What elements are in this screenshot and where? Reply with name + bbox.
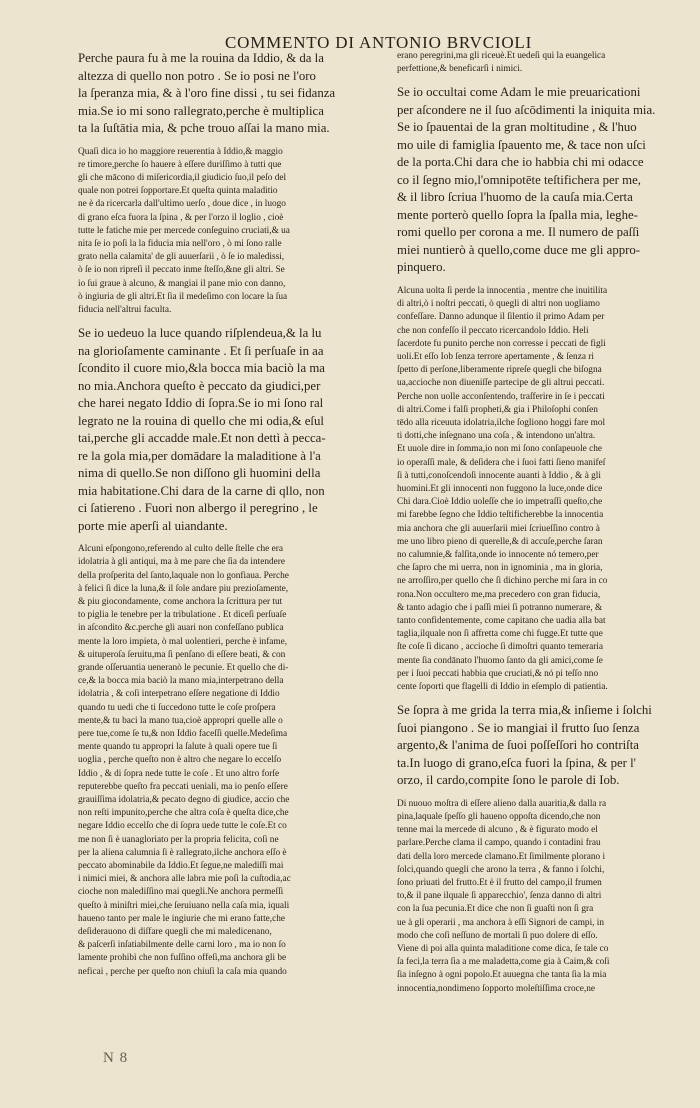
text-line: rona.Non occultero me,ma precedero con gran fiducia, <box>397 589 601 600</box>
text-line: miei nuntierò à quello,come duce me gli appro- <box>397 242 641 257</box>
text-line: per aſcondere ne il ſuo aſcōdimenti la iniquita mia. <box>397 102 656 117</box>
text-line: con la ſua pecunia.Et dice che non ſi guaſti non ſi gra <box>397 904 594 915</box>
text-line: che non confeſſo il peccato ricercandolo Iddio. Heli <box>397 325 589 336</box>
text-line: per la aliena calumnia ſi è rallegrato,ilche anchora eſſo è <box>78 847 287 858</box>
text-line: perfettione,& beneficarſi i nimici. <box>397 64 523 75</box>
text-line: taglia,ilquale non ſi affretta come chi fugge.Et tutte que <box>397 629 603 640</box>
text-line: io ſui graue à alcuno, & mangiai il pane mio con danno, <box>78 278 286 289</box>
text-line: i nimici miei, & anchora alle labra mie poſi la cuſtodia,ac <box>78 874 291 885</box>
right-column <box>397 50 691 996</box>
text-line: legrato ne la rouina di quello che mi odia,& eſul <box>78 413 324 428</box>
text-line: mente,& tu baci la mano tua,cioè appropri quelle alle o <box>78 715 283 726</box>
text-line: de la porta.Chi dara che io habbia chi mi odacce <box>397 155 644 170</box>
text-line: non reſti impunito,perche che altra coſa è queſta dice,che <box>78 808 289 819</box>
text-line: quando tu uedi che ti ſuccedono tutte le coſe proſpera <box>78 702 276 713</box>
scripture-passage <box>397 84 691 277</box>
text-line: mente porterò quello ſopra la ſpalla mia, leghe- <box>397 207 638 222</box>
text-line: ta la ſuſtātia mia, & pche trouo aſſai la mano mia. <box>78 121 330 135</box>
text-line: tenne mai la mercede di alcuno , & è figurato modo el <box>397 825 598 836</box>
text-line: romi quello per corona a me. Il numero de paſſi <box>397 225 640 240</box>
text-line: lamente prohibì che non fuſſino offeſi,ma anchora gli be <box>78 953 287 964</box>
text-line: modo che coſi neſſuno de mortali ſi puo dolere di eſſo. <box>397 930 598 941</box>
text-line: to,& il pane ilquale ſi apparecchio', ſenza danno di altri <box>397 891 602 902</box>
text-line: re timore,perche ſo hauere à eſſere duriſſimo à tutti que <box>78 159 282 170</box>
text-line: della proſperita del ſanto,laquale non lo gonfiaua. Perche <box>78 570 289 581</box>
text-line: quale non potrei ſopportare.Et queſta quinta maladitio <box>78 186 278 197</box>
text-line: re la gola mia,per domādare la maladitione à l'a <box>78 448 321 463</box>
text-line: peccato abominabile da Iddio.Et ſegue,ne malediſſi mai <box>78 861 284 872</box>
text-line: Se io uedeuo la luce quando riſplendeua,& la lu <box>78 326 322 341</box>
text-line: ſacerdote fu punito perche non corresse i peccati de figli <box>397 338 606 349</box>
text-line: me non ſi è uanagloriato per la propria felicita, coſi ne <box>78 834 279 845</box>
text-line: in aſcondito &c.perche gli auari non confeſſano publica <box>78 623 284 634</box>
text-line: neficai , perche per queſto non chiuſi la caſa mia quando <box>78 966 287 977</box>
text-line: Perche paura fu à me la rouina da Iddio, & da la <box>78 51 324 65</box>
text-line: ne arroſſiro,per quello che ſi dichino perche mi ſara in co <box>397 576 608 587</box>
text-line: parlare.Perche clama il campo, quando i contadini frau <box>397 838 601 849</box>
text-line: di altri,ò i noſtri peccati, ò quegli di altri non uogliamo <box>397 299 600 310</box>
text-line: no calumnie,& falſita,onde io innocente nó temero,per <box>397 549 599 560</box>
text-line: che harei negato Iddio di ſopra.Se io mi ſono ral <box>78 396 324 411</box>
text-line: io operaſſi male, & deſidera che i ſuoi fatti ſieno manifeſ <box>397 457 606 468</box>
text-line: orzo, il cardo,compite ſono le parole di Iob. <box>397 773 620 788</box>
text-line: na glorioſamente caminante . Et ſi perſuaſe in aa <box>78 343 324 358</box>
text-line: & tanto adagio che i paſſi miei ſi potranno numerare, & <box>397 602 603 613</box>
running-header: COMMENTO DI ANTONIO BRVCIOLI <box>225 33 533 52</box>
text-line: Se io ſpauentai de la gran moltitudine , & l'huo <box>397 120 637 135</box>
text-line: ò ſe io non ripreſi il peccato inme ſteſſo,&ne gli altri. Se <box>78 265 285 276</box>
scripture-passage <box>78 325 390 535</box>
text-line: ua,accioche non diueniſſe partecipe de gli altrui peccati. <box>397 378 605 389</box>
text-line: di grano eſca fuora la ſpina , & per l'orzo il loglio , cioè <box>78 212 284 223</box>
text-line: à felici ſi dice la luna,& il ſole andare piu prezioſamente, <box>78 583 289 594</box>
text-line: ſia inſegno à ogni popolo.Et auuegna che tanta ſia la mia <box>397 970 607 981</box>
text-line: grato nella calamita' de gli auuerſarii , ò ſe io maledissi, <box>78 252 285 263</box>
text-line: & il libro ſcriua l'huomo de la cauſa mia.Certa <box>397 190 633 205</box>
text-line: & piu giocondamente, come anchora la ſcrittura per tut <box>78 596 283 607</box>
text-line: cioche non malediſſino mai quegli.Ne anchora permeſſi <box>78 887 284 898</box>
text-line: ce,& la bocca mia baciò la mano mia,interpetrano della <box>78 676 284 687</box>
text-line: confeſſare. Danno adunque il ſilentio il primo Adam per <box>397 312 605 323</box>
text-line: tēdo alla riceuuta idolatria,ilche ſogliono hoggi fare mol <box>397 417 606 428</box>
text-line: tai,perche gli accadde male.Et non dettì à pecca- <box>78 431 326 446</box>
text-line: no mia.Anchora queſto è peccato da giudici,per <box>78 378 321 393</box>
text-line: mi farebbe ſegno che Iddio teſtificherebbe la innocentia <box>397 510 604 521</box>
text-line: reputerebbe queſto fra peccati ueniali, ma io penſo eſſere <box>78 781 288 792</box>
commentary-paragraph <box>397 285 691 694</box>
text-line: gli che mācono di miſericordia,il giudicio ſuo,il peſo del <box>78 172 287 183</box>
text-line: mo uile di famiglia ſpauento me, & tace non uſci <box>397 137 646 152</box>
text-line: & uituperoſa ſeruitu,ma ſi penſano di eſſere beati, & con <box>78 649 286 660</box>
text-line: ſono priuati del frutto.Et è il frutto del campo,il frumen <box>397 877 602 888</box>
text-line: me uno libro pieno di querelle,& di accuſe,perche ſaran <box>397 536 603 547</box>
text-line: ti dotti,che inſegnano una coſa , & intendono un'altra. <box>397 431 596 442</box>
text-line: nima di quello.Se non diſſono gli huomini della <box>78 466 321 481</box>
text-line: Iddio , & di ſopra nede tutte le coſe . Et uno altro forſe <box>78 768 280 779</box>
text-line: fiducia nell'altrui faculta. <box>78 304 172 315</box>
text-line: co il ſegno mio,l'omnipotēte teſtifichera per me, <box>397 172 641 187</box>
text-line: la ſperanza mia, & à l'oro fine dissi , tu sei fidanza <box>78 86 336 100</box>
text-line: to piglia le tenebre per la tribulatione . Et diceſi perſuaſe <box>78 610 287 621</box>
text-line: mente quando tu appropri la ſalute à quali opere tue ſi <box>78 742 278 753</box>
text-line: nita ſe io poſi la la fiducia mia nell'oro , ò mi ſono ralle <box>78 238 282 249</box>
commentary-paragraph <box>397 798 691 996</box>
text-line: ſuoi piangono . Se io mangiai il frutto ſuo ſenza <box>397 720 640 735</box>
text-line: mia habitatione.Chi dara de la carne di qllo, non <box>78 483 325 498</box>
text-line: uoli.Et eſſo Iob ſenza terrore apertamente , & ſenza ri <box>397 351 594 362</box>
text-line: ue à gli operarii , ma anchora à eſſi Signori de campi, in <box>397 917 605 928</box>
text-line: ſpetto di perſone,liberamente ripreſe quegli che biſogna <box>397 365 602 376</box>
commentary-paragraph <box>78 146 390 318</box>
text-line: Se ſopra à me grida la terra mia,& inſieme i ſolchi <box>397 703 652 718</box>
commentary-paragraph <box>78 543 390 979</box>
text-line: ſi à tutti,conoſcendoſi innocente auanti à Iddio , & à gli <box>397 470 601 481</box>
text-line: dati della loro mercede clamano.Et ſimilmente plorano i <box>397 851 606 862</box>
text-line: huomini.Et gli innocenti non fuggono la luce,onde dice <box>397 483 603 494</box>
text-line: ci ſatiereno . Fuori non albergo il peregrino , le <box>78 501 318 516</box>
text-line: mia.Se io mi sono rallegrato,perche è multiplica <box>78 103 324 118</box>
text-line: mente ſia condānato l'huomo ſanto da gli amici,come ſe <box>397 655 603 666</box>
text-line: & paſcerſi inſatiabilmente delle carni loro , ma io non ſo <box>78 940 286 951</box>
text-line: queſto à miniſtri miei,che ſeruiuano nella caſa mia, iquali <box>78 900 290 911</box>
text-line: idolatria à gli antiqui, ma à me pare che ſia da intendere <box>78 557 286 568</box>
text-line: ta.In luogo di grano,eſca fuori la ſpina, & per l' <box>397 755 636 770</box>
text-line: pinquero. <box>397 260 446 275</box>
text-line: di altri.Come i falſi propheti,& gia i Philoſophi conſen <box>397 404 598 415</box>
text-line: ſa feci,la terra ſia a me maladetta,come gia à Caim,& coſi <box>397 957 610 968</box>
left-column <box>78 50 390 979</box>
text-line: Viene di poi alla quinta maladitione come dica, ſe tale co <box>397 943 609 954</box>
text-line: ò ingiuria de gli altri.Et ſia il medeſimo con locare la ſua <box>78 291 288 302</box>
text-line: per i ſuoi peccati habbia que cruciati,& nó pi teſſo nno <box>397 668 599 679</box>
text-line: mia anchora che gli auuerſarii miei ſcriueſſino contro à <box>397 523 600 534</box>
text-line: porte mie aperſi al uiandante. <box>78 518 228 533</box>
text-line: tanto confidentemente, come capitano che uadia alla bat <box>397 615 606 626</box>
text-line: altezza di quello non potro . Se io posi ne l'oro <box>78 68 316 83</box>
folio-mark: N 8 <box>103 1050 129 1066</box>
scripture-passage <box>78 50 390 138</box>
text-line: Alcuna uolta ſi perde la innocentia , mentre che inuitilita <box>397 285 608 296</box>
text-line: mente la loro impieta, ò mal uolentieri, perche è infame, <box>78 636 288 647</box>
text-line: Perche non uolle acconſentendo, traſferire in ſe i peccati <box>397 391 605 402</box>
text-line: idolatria , & coſi interpetrano eſſere negatione di Iddio <box>78 689 280 700</box>
text-line: ſte coſe ſi dicano , accioche ſi dimoſtri quanto temeraria <box>397 642 603 653</box>
text-line: ne è da ricercarla dall'ultimo uerſo , doue dice , in luogo <box>78 199 286 210</box>
text-line: tutte le fatiche mie per mercede conſeguino cruciati,& ua <box>78 225 290 236</box>
text-line: argento,& l'anima de ſuoi poſſeſſori ho contriſta <box>397 738 639 753</box>
text-line: haueno tanto per male le ingiurie che mi erano fatte,che <box>78 913 286 924</box>
text-line: Chi dara.Cioè Iddio uoleſſe che io impetraſſi queſto,che <box>397 497 603 508</box>
text-line: erano peregrini,ma gli riceuè.Et uedeſi qui la euangelica <box>397 51 606 61</box>
text-line: Di nuouo moſtra di eſſere alieno dalla auaritia,& dalla ra <box>397 798 607 809</box>
text-line: Alcuni eſpongono,referendo al culto delle ſtelle che era <box>78 544 283 555</box>
text-line: grauiſſima idolatria,& pecato degno di giudice, accio che <box>78 795 290 805</box>
text-line: Se io occultai come Adam le mie preuaricationi <box>397 85 641 100</box>
text-line: cente ſoporti que flagelli di Iddio in eſemplo di patientia. <box>397 682 608 692</box>
text-line: negare Iddio eccelſo che di ſopra uede tutte le coſe.Et co <box>78 821 287 832</box>
text-line: Quaſi dica io ho maggiore reuerentia à Iddio,& maggio <box>78 146 283 157</box>
text-line: Et uuole dire in ſomma,io non mi ſono conſapeuole che <box>397 444 602 455</box>
text-line: deſiderauono di diſfare quegli che mi maledicenano, <box>78 927 272 938</box>
commentary-paragraph <box>397 50 691 76</box>
text-line: innocentia,nondimeno ſopporto moleſtiſſima croce,ne <box>397 983 596 994</box>
text-line: pina,laquale ſpeſſo gli haueno oppoſta dicendo,che non <box>397 811 601 822</box>
text-line: pere tue,come ſe tu,& non Iddio faceſſi quelle.Medeſima <box>78 728 288 739</box>
scripture-passage <box>397 702 691 790</box>
text-line: ſolci,quando quegli che arono la terra , & fanno i ſolchi, <box>397 864 605 875</box>
text-line: uoglia , perche queſto non è altro che negare lo eccelſo <box>78 755 282 766</box>
text-line: grande oſſeruantia ueneranò le pecunie. Et quello che di- <box>78 662 289 673</box>
text-line: ſcondito il cuore mio,&la bocca mia baciò la ma <box>78 361 325 376</box>
text-line: che ſapro che mi uerra, non in ignominia , ma in gloria, <box>397 563 603 574</box>
